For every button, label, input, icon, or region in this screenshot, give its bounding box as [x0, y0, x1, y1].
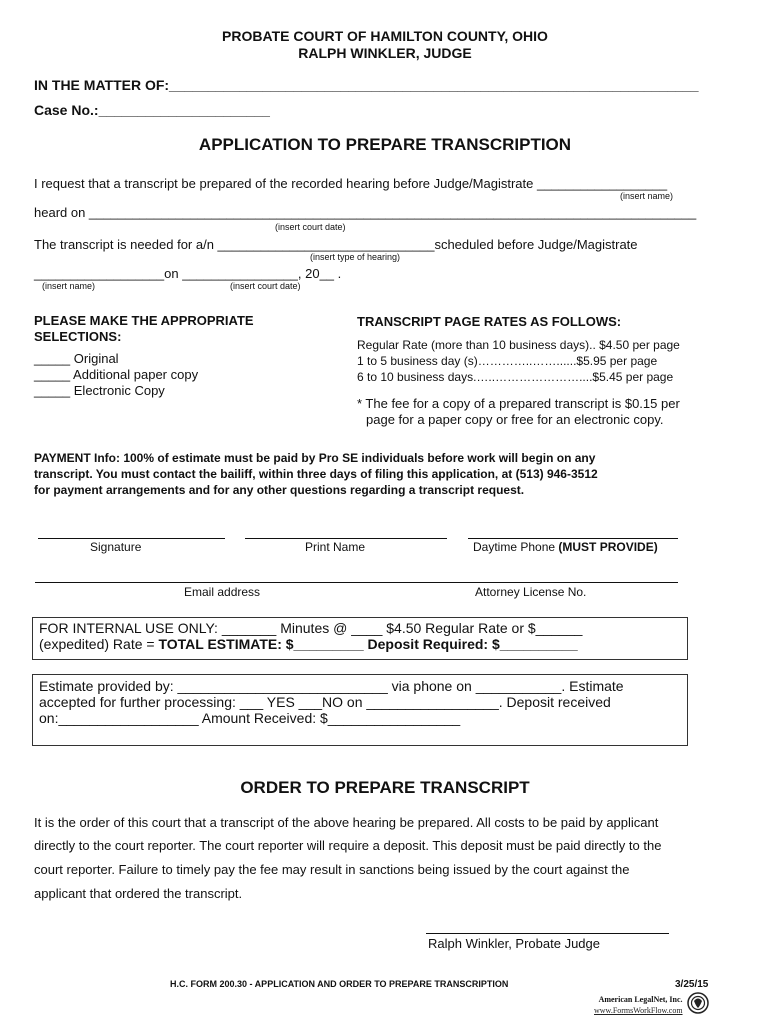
option-electronic-copy[interactable]: _____ Electronic Copy: [34, 383, 165, 398]
hint-court-date: (insert court date): [275, 222, 346, 232]
in-the-matter-field[interactable]: IN THE MATTER OF:____________________________________________________________________: [34, 77, 699, 93]
order-title: ORDER TO PREPARE TRANSCRIPT: [240, 778, 530, 797]
judge-date-line[interactable]: __________________on ________________, 20__ .: [34, 266, 342, 281]
selections-heading: PLEASE MAKE THE APPROPRIATE: [34, 313, 254, 328]
email-line[interactable]: [35, 582, 470, 583]
rate-regular: Regular Rate (more than 10 business days).. $4.50 per page: [357, 338, 680, 352]
fee-note: * The fee for a copy of a prepared transcript is $0.15 per: [357, 396, 680, 411]
print-name-label: Print Name: [305, 540, 366, 554]
order-text-line3: court reporter. Failure to timely pay the fee may result in sanctions being issued by the court against the: [34, 862, 630, 877]
attorney-license-line[interactable]: [470, 582, 678, 583]
estimate-line1[interactable]: Estimate provided by: ___________________________ via phone on ___________. Estimate: [39, 678, 624, 694]
rate-six-to-ten-days: 6 to 10 business days.…..…………………....$5.45 per page: [357, 370, 674, 384]
print-name-line[interactable]: [245, 538, 447, 539]
signature-label: Signature: [90, 540, 142, 554]
selections-heading-2: SELECTIONS:: [34, 329, 122, 344]
order-text-line1: It is the order of this court that a transcript of the above hearing be prepared. All costs to be paid by applicant: [34, 815, 659, 830]
form-date: 3/25/15: [675, 979, 709, 990]
internal-use-line2[interactable]: (expedited) Rate = TOTAL ESTIMATE: $_________ Deposit Required: $__________: [39, 636, 578, 652]
application-title: APPLICATION TO PREPARE TRANSCRIPTION: [198, 135, 572, 154]
judge-signature-line[interactable]: [426, 933, 669, 934]
form-name: H.C. FORM 200.30 - APPLICATION AND ORDER TO PREPARE TRANSCRIPTION: [170, 979, 509, 989]
hint-insert-name-2: (insert name): [42, 281, 96, 291]
hint-court-date-2: (insert court date): [230, 281, 301, 291]
request-line[interactable]: I request that a transcript be prepared of the recorded hearing before Judge/Magistrate __________________: [34, 176, 668, 191]
attorney-license-label: Attorney License No.: [475, 585, 587, 599]
order-text-line2: directly to the court reporter. The court reporter will require a deposit. This deposit must be paid directly to the: [34, 838, 662, 853]
order-text-line4: applicant that ordered the transcript.: [34, 886, 243, 901]
payment-info-line2: transcript. You must contact the bailiff, within three days of filing this application, at (513) 946-3512: [34, 467, 598, 481]
fee-note-2: page for a paper copy or free for an electronic copy.: [366, 412, 664, 427]
judge-name: RALPH WINKLER, JUDGE: [298, 45, 472, 61]
rate-one-to-five-days: 1 to 5 business day (s)…………..……......$5.95 per page: [357, 354, 658, 368]
daytime-phone-label: Daytime Phone (MUST PROVIDE): [473, 540, 658, 554]
publisher-name: American LegalNet, Inc.: [598, 995, 683, 1004]
publisher-url[interactable]: www.FormsWorkFlow.com: [594, 1006, 683, 1015]
option-original[interactable]: _____ Original: [34, 351, 119, 366]
estimate-line3[interactable]: on:__________________ Amount Received: $_________________: [39, 710, 461, 726]
case-number-field[interactable]: Case No.:______________________: [34, 102, 270, 118]
total-estimate-label: TOTAL ESTIMATE: $_________ Deposit Required: $__________: [158, 636, 578, 652]
option-additional-paper-copy[interactable]: _____ Additional paper copy: [34, 367, 199, 382]
publisher-badge: [594, 994, 683, 1016]
must-provide-label: (MUST PROVIDE): [558, 540, 658, 554]
court-name: PROBATE COURT OF HAMILTON COUNTY, OHIO: [222, 28, 548, 44]
hint-insert-name: (insert name): [620, 191, 674, 201]
judge-signature-label: Ralph Winkler, Probate Judge: [428, 936, 600, 951]
daytime-phone-line[interactable]: [468, 538, 678, 539]
hint-hearing-type: (insert type of hearing): [310, 252, 401, 262]
publisher-logo-icon: [687, 992, 709, 1014]
email-label: Email address: [184, 585, 261, 599]
internal-use-line1[interactable]: FOR INTERNAL USE ONLY: _______ Minutes @ ____ $4.50 Regular Rate or $______: [39, 620, 583, 636]
payment-info-line3: for payment arrangements and for any other questions regarding a transcript request.: [34, 483, 525, 497]
hearing-type-line[interactable]: The transcript is needed for a/n ______________________________scheduled before Judge/Magistrate: [34, 237, 638, 252]
heard-on-line[interactable]: heard on ____________________________________________________________________________________: [34, 205, 697, 220]
signature-line[interactable]: [38, 538, 225, 539]
payment-info-line1: PAYMENT Info: 100% of estimate must be paid by Pro SE individuals before work will begin on any: [34, 451, 596, 465]
estimate-line2[interactable]: accepted for further processing: ___ YES ___NO on _________________. Deposit received: [39, 694, 611, 710]
rates-heading: TRANSCRIPT PAGE RATES AS FOLLOWS:: [357, 314, 622, 329]
